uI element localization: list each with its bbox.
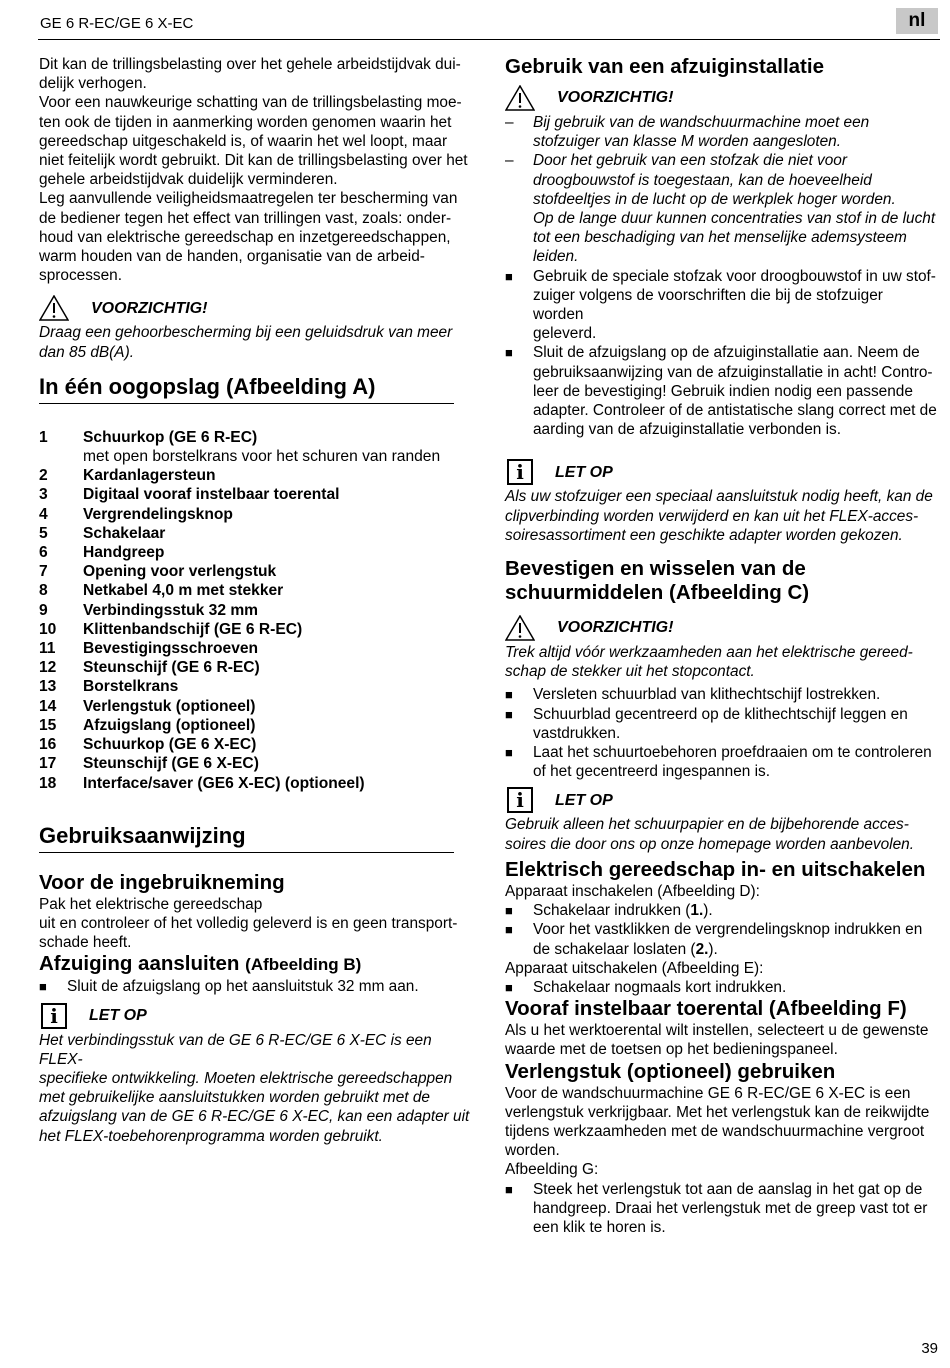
intro-paragraph-3: Leg aanvullende veiligheidsmaatregelen ter bescherming van de bediener tegen het effect van trillingen vast, zoals: onder- houd van elektrische gereedschap en inzetgereedschappen, warm houden van de handen, organisatie van de arbeid- sprocessen. <box>39 190 458 285</box>
extension-text: Voor de wandschuurmachine GE 6 R-EC/GE 6 X-EC is een verlengstuk verkrijgbaar. Met het verlengstuk kan de reikwijdte tijdens werkzaamheden met de wandschuurmachine vergroot worden. <box>505 1084 930 1160</box>
page-number: 39 <box>921 1340 938 1357</box>
speed-heading: Vooraf instelbaar toerental (Afbeelding F) <box>505 997 907 1021</box>
usage-heading: Gebruiksaanwijzing <box>39 823 454 853</box>
list-item: 3 Digitaal vooraf instelbaar toerental <box>39 486 340 504</box>
warning-triangle-icon <box>39 295 69 321</box>
info-notice <box>505 457 937 487</box>
info-label: LET OP <box>555 791 613 809</box>
attach-heading: Bevestigen en wisselen van de schuurmiddelen (Afbeelding C) <box>505 557 810 605</box>
info-icon: i <box>41 1003 67 1029</box>
list-item: 10 Klittenbandschijf (GE 6 R-EC) <box>39 620 303 638</box>
square-bullet-icon: ■ <box>505 745 513 761</box>
square-bullet-icon: ■ <box>505 979 513 995</box>
list-item: 16 Schuurkop (GE 6 X-EC) <box>39 736 257 754</box>
info-notice <box>39 1001 471 1031</box>
list-item: 6 Handgreep <box>39 544 165 562</box>
list-item: ■ Gebruik de speciale stofzak voor droogbouwstof in uw stof- zuiger volgens de voorschriften die bij de stofzuiger worden geleverd. <box>505 267 936 343</box>
overview-heading: In één oogopslag (Afbeelding A) <box>39 374 454 404</box>
header-divider <box>38 39 940 40</box>
list-item: 4 Vergrendelingsknop <box>39 505 233 523</box>
warning-text: Trek altijd vóór werkzaamheden aan het elektrische gereed- schap de stekker uit het stopcontact. <box>505 644 913 681</box>
document-header-title: GE 6 R-EC/GE 6 X-EC <box>40 15 194 32</box>
intro-paragraph-2: Voor een nauwkeurige schatting van de trillingsbelasting moe- ten ook de tijden in aanmerking worden genomen waarin het gereedschap uitgeschakeld is, of waarin het wel loopt, maar niet feitelijk wordt gebruikt. Dit kan de trillingsbelasting over het gehele arbeidstijdvak duidelijk verminderen. <box>39 94 468 189</box>
list-item: 17 Steunschijf (GE 6 X-EC) <box>39 755 259 773</box>
warning-text: Draag een gehoorbescherming bij een geluidsdruk van meer dan 85 dB(A). <box>39 324 453 361</box>
info-notice <box>505 785 937 815</box>
list-item: 15 Afzuigslang (optioneel) <box>39 716 256 734</box>
list-item: – Door het gebruik van een stofzak die niet voor droogbouwstof is toegestaan, kan de hoeveelheid stofdeeltjes in de lucht op de werkplek hoger worden. Op de lange duur kunnen concentraties van stof in de lucht tot een beschadiging van het menselijke ademsysteem leiden. <box>505 152 936 266</box>
list-item: ■ Laat het schuurtoebehoren proefdraaien om te controleren of het gecentreerd ingespannen is. <box>505 744 932 781</box>
extension-heading: Verlengstuk (optioneel) gebruiken <box>505 1059 836 1083</box>
list-item: 5 Schakelaar <box>39 524 166 542</box>
square-bullet-icon: ■ <box>505 903 513 919</box>
warning-notice <box>505 83 937 113</box>
list-item: ■ Steek het verlengstuk tot aan de aanslag in het gat op de handgreep. Draai het verlengstuk met de greep vast tot er een klik te horen is. <box>505 1180 928 1236</box>
intro-paragraph-1: Dit kan de trillingsbelasting over het gehele arbeidstijdvak dui- delijk verhogen. <box>39 56 461 93</box>
list-item: ■ Sluit de afzuigslang op het aansluitstuk 32 mm aan. <box>39 978 419 996</box>
suction-heading: Afzuiging aansluiten (Afbeelding B) <box>39 952 362 976</box>
square-bullet-icon: ■ <box>505 687 513 703</box>
warning-notice <box>39 293 471 323</box>
list-item: 13 Borstelkrans <box>39 678 179 696</box>
square-bullet-icon: ■ <box>505 706 513 722</box>
list-item: ■ Schakelaar nogmaals kort indrukken. <box>505 978 787 996</box>
first-use-text: Pak het elektrische gereedschap uit en controleer of het volledig geleverd is en geen transport- schade heeft. <box>39 895 458 952</box>
list-item: ■ Schuurblad gecentreerd op de klithechtschijf leggen en vastdrukken. <box>505 705 908 742</box>
info-text: Als uw stofzuiger een speciaal aansluitstuk nodig heeft, kan de clipverbinding worden verwijderd en kan uit het FLEX-acces- soiresassortiment een geschikte adapter worden gekozen. <box>505 488 933 544</box>
info-icon: i <box>507 459 533 485</box>
right-column <box>505 55 937 1237</box>
warning-label: VOORZICHTIG! <box>557 89 674 107</box>
list-item: ■ Voor het vastklikken de vergrendelingsknop indrukken en de schakelaar loslaten (2.). <box>505 921 923 958</box>
extraction-heading: Gebruik van een afzuiginstallatie <box>505 55 824 78</box>
warning-triangle-icon <box>505 615 535 641</box>
square-bullet-icon: ■ <box>505 268 513 284</box>
warning-label: VOORZICHTIG! <box>91 299 208 317</box>
switch-on-intro: Apparaat inschakelen (Afbeelding D): <box>505 882 760 900</box>
list-item: ■ Versleten schuurblad van klithechtschijf lostrekken. <box>505 686 881 704</box>
info-label: LET OP <box>89 1006 147 1024</box>
list-item: – Bij gebruik van de wandschuurmachine moet een stofzuiger van klasse M worden aangesloten. <box>505 114 870 151</box>
switch-off-intro: Apparaat uitschakelen (Afbeelding E): <box>505 959 764 977</box>
language-badge: nl <box>896 8 938 34</box>
square-bullet-icon: ■ <box>39 979 47 995</box>
extension-figure-ref: Afbeelding G: <box>505 1161 599 1179</box>
list-item: ■ Schakelaar indrukken (1.). <box>505 902 713 920</box>
list-item: 11 Bevestigingsschroeven <box>39 640 259 658</box>
info-text: Het verbindingsstuk van de GE 6 R-EC/GE 6 X-EC is een FLEX- specifieke ontwikkeling. Moeten elektrische gereedschappen met gebruikelijke aansluitstukken worden gebruikt met de afzuigslang van de GE 6 R-EC/GE 6 X-EC, kan een adapter uit het FLEX-toebehorenprogramma worden gebruikt. <box>39 1031 470 1145</box>
list-item: 14 Verlengstuk (optioneel) <box>39 697 256 715</box>
square-bullet-icon: ■ <box>505 922 513 938</box>
list-item: 7 Opening voor verlengstuk <box>39 563 277 581</box>
warning-notice <box>505 613 937 643</box>
list-item: ■ Sluit de afzuigslang op de afzuiginstallatie aan. Neem de gebruiksaanwijzing van de afzuiginstallatie in acht! Contro- leer de bevestiging! Gebruik indien nodig een passende adapter. Controleer of de antistatische slang correct met de aarding van de afzuiginstallatie verbonden is. <box>505 344 937 439</box>
parts-list <box>39 428 471 793</box>
speed-text: Als u het werktoerental wilt instellen, selecteert u de gewenste waarde met de toetsen op het bedieningspaneel. <box>505 1022 929 1059</box>
left-column <box>39 55 471 1146</box>
first-use-heading: Voor de ingebruikneming <box>39 870 285 894</box>
info-icon: i <box>507 787 533 813</box>
list-item: 8 Netkabel 4,0 m met stekker <box>39 582 284 600</box>
switch-heading: Elektrisch gereedschap in- en uitschakelen <box>505 857 926 881</box>
warning-label: VOORZICHTIG! <box>557 619 674 637</box>
info-label: LET OP <box>555 463 613 481</box>
list-item: 18 Interface/saver (GE6 X-EC) (optioneel) <box>39 774 365 792</box>
list-item: 2 Kardanlagersteun <box>39 467 216 485</box>
list-item: 12 Steunschijf (GE 6 R-EC) <box>39 659 260 677</box>
info-text: Gebruik alleen het schuurpapier en de bijbehorende acces- soires die door ons op onze homepage worden aanbevolen. <box>505 816 914 853</box>
square-bullet-icon: ■ <box>505 1181 513 1197</box>
square-bullet-icon: ■ <box>505 345 513 361</box>
warning-triangle-icon <box>505 85 535 111</box>
list-item: 1 Schuurkop (GE 6 R-EC) met open borstelkrans voor het schuren van randen <box>39 428 441 466</box>
list-item: 9 Verbindingsstuk 32 mm <box>39 601 259 619</box>
